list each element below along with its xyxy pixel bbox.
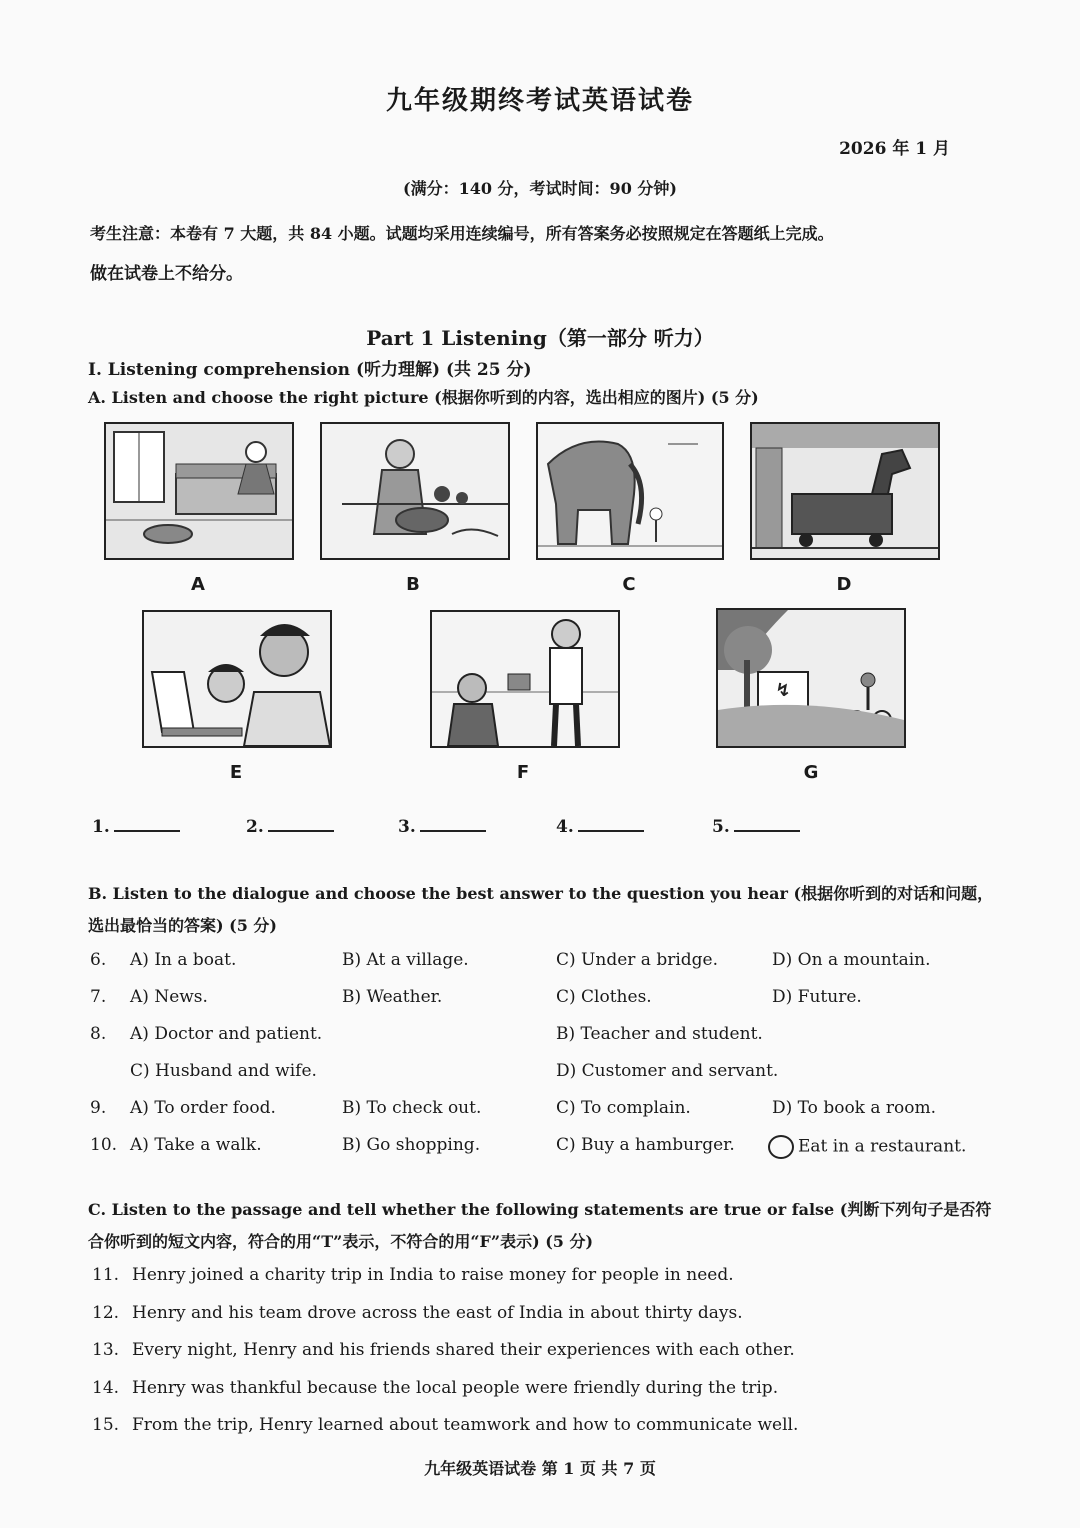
- statement-15: 15. From the trip, Henry learned about teamwork and how to communicate well.: [92, 1415, 799, 1435]
- option-d: Eat in a restaurant.: [768, 1135, 966, 1159]
- option-a: A) In a boat.: [130, 950, 237, 970]
- page-title: 九年级期终考试英语试卷: [385, 86, 694, 116]
- answer-blank-1[interactable]: 1.: [92, 814, 180, 837]
- option-a: A) Take a walk.: [130, 1135, 262, 1155]
- score-info: (满分：140 分，考试时间：90 分钟): [403, 179, 677, 198]
- picture-label-c: C: [622, 574, 636, 595]
- exam-date: 2026 年 1 月: [839, 139, 950, 159]
- section-C-heading-line-2: 合你听到的短文内容，符合的用“T”表示，不符合的用“F”表示) (5 分): [88, 1232, 594, 1251]
- living-room-sofa-scene-icon: [106, 424, 292, 558]
- page-footer: 九年级英语试卷 第 1 页 共 7 页: [424, 1459, 656, 1478]
- option-b: B) At a village.: [342, 950, 469, 970]
- park-sign-cyclist-scene-icon: [718, 610, 904, 746]
- notice-line-1: 考生注意：本卷有 7 大题，共 84 小题。试题均采用连续编号，所有答案务必按照规定在答题纸上完成。: [90, 224, 834, 243]
- picture-e: [142, 610, 332, 748]
- picture-c: [536, 422, 724, 560]
- option-c: C) Husband and wife.: [130, 1061, 317, 1081]
- picture-label-g: G: [803, 762, 819, 783]
- woman-cooking-scene-icon: [322, 424, 508, 558]
- elephant-scene-icon: [538, 424, 722, 558]
- picture-label-a: A: [191, 574, 205, 595]
- section-B-heading-line-2: 选出最恰当的答案) (5 分): [88, 916, 277, 935]
- option-c: C) Buy a hamburger.: [556, 1135, 735, 1155]
- option-c: C) Clothes.: [556, 987, 652, 1007]
- option-c: C) To complain.: [556, 1098, 691, 1118]
- option-c: C) Under a bridge.: [556, 950, 719, 970]
- picture-b: [320, 422, 510, 560]
- part-title: Part 1 Listening（第一部分 听力）: [366, 326, 714, 350]
- option-b: B) Go shopping.: [342, 1135, 481, 1155]
- option-a: A) To order food.: [130, 1098, 276, 1118]
- answer-blank-4[interactable]: 4.: [556, 814, 644, 837]
- option-a: A) News.: [130, 987, 208, 1007]
- answer-blank-2[interactable]: 2.: [246, 814, 334, 837]
- picture-f: [430, 610, 620, 748]
- section-B-heading-line-1: B. Listen to the dialogue and choose the best answer to the question you hear (根据你听到的对话和问题，: [88, 884, 994, 903]
- statement-12: 12. Henry and his team drove across the east of India in about thirty days.: [92, 1303, 743, 1323]
- notice-line-2: 做在试卷上不给分。: [90, 264, 243, 284]
- option-b: B) To check out.: [342, 1098, 482, 1118]
- picture-g: [716, 608, 906, 748]
- man-giving-gift-scene-icon: [432, 612, 618, 746]
- family-laptop-scene-icon: [144, 612, 330, 746]
- statement-11: 11. Henry joined a charity trip in India to raise money for people in need.: [92, 1265, 734, 1285]
- wooden-horse-scene-icon: [752, 424, 938, 558]
- option-d: D) Customer and servant.: [556, 1061, 779, 1081]
- option-d: D) On a mountain.: [772, 950, 931, 970]
- picture-label-f: F: [516, 762, 530, 783]
- statement-14: 14. Henry was thankful because the local people were friendly during the trip.: [92, 1378, 779, 1398]
- answer-blank-3[interactable]: 3.: [398, 814, 486, 837]
- option-a: A) Doctor and patient.: [130, 1024, 323, 1044]
- option-d: D) Future.: [772, 987, 862, 1007]
- option-b: B) Weather.: [342, 987, 443, 1007]
- section-A-heading: A. Listen and choose the right picture (根据你听到的内容，选出相应的图片) (5 分): [88, 388, 759, 407]
- section-I-heading: I. Listening comprehension (听力理解) (共 25 分): [88, 360, 532, 380]
- svg-text:↯: ↯: [775, 680, 791, 701]
- option-d: D) To book a room.: [772, 1098, 937, 1118]
- section-C-heading-line-1: C. Listen to the passage and tell whether the following statements are true or false (判断下列句子是否符: [88, 1200, 992, 1219]
- picture-label-d: D: [836, 574, 852, 595]
- option-b: B) Teacher and student.: [556, 1024, 763, 1044]
- answer-blank-5[interactable]: 5.: [712, 814, 800, 837]
- picture-d: [750, 422, 940, 560]
- statement-13: 13. Every night, Henry and his friends shared their experiences with each other.: [92, 1340, 795, 1360]
- exam-notice: [90, 214, 970, 294]
- picture-label-b: B: [406, 574, 420, 595]
- picture-a: [104, 422, 294, 560]
- picture-label-e: E: [229, 762, 243, 783]
- circled-mark-icon: [768, 1135, 794, 1159]
